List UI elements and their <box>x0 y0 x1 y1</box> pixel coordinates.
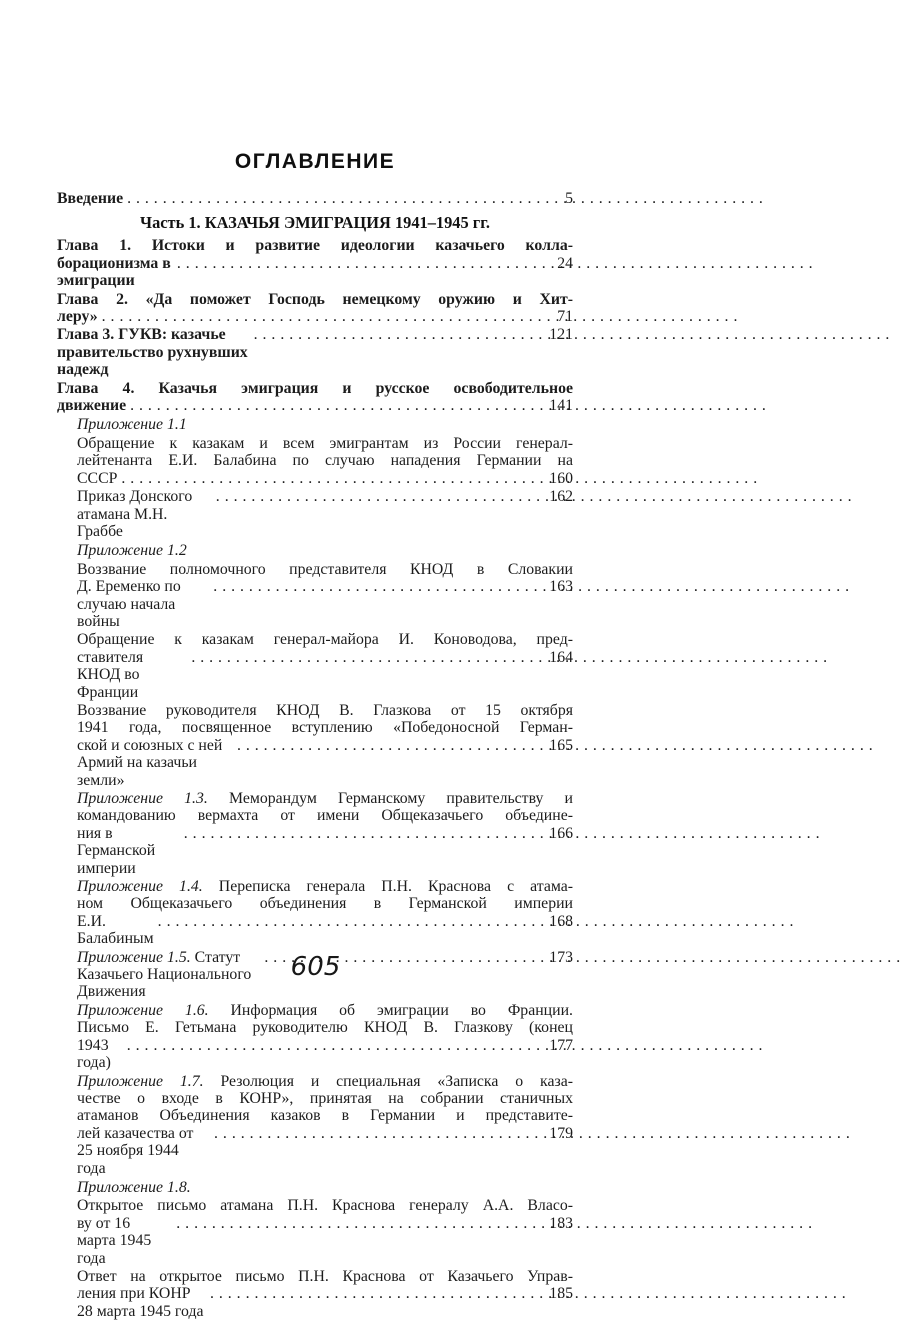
toc-entry <box>57 790 573 877</box>
toc-entry-line: Приложение 1.3. Меморандум Германскому правительству и <box>77 790 573 807</box>
toc-entry <box>57 1002 573 1072</box>
page-title: ОГЛАВЛЕНИЕ <box>234 150 396 173</box>
dot-leader <box>158 913 547 930</box>
toc-entry <box>57 190 573 207</box>
toc-page-number: 141 <box>549 397 573 415</box>
dot-leader <box>127 1037 547 1054</box>
toc-entry-last-line <box>77 470 573 487</box>
dot-leader <box>102 308 555 325</box>
toc-entry-last-line <box>77 1285 573 1320</box>
toc-entry-last-line <box>77 913 573 948</box>
toc-appendix-label: Приложение 1.3. <box>77 790 229 807</box>
toc-entry-line: Воззвание руководителя КНОД В. Глазкова от 15 октября <box>77 701 573 719</box>
toc-entry-last-line <box>77 649 573 701</box>
toc-page-number: 183 <box>549 1214 573 1232</box>
toc-appendix-label: Приложение 1.8. <box>77 1178 191 1196</box>
dot-leader <box>176 1215 546 1232</box>
dot-leader <box>237 737 546 754</box>
toc-list <box>57 190 573 1320</box>
toc-entry <box>57 702 573 789</box>
toc-entry-line: Письмо Е. Гетьмана руководителю КНОД В. Глазкову (конец <box>77 1019 573 1037</box>
toc-entry-last-line <box>77 737 573 789</box>
toc-page-number: 121 <box>549 326 573 344</box>
toc-appendix-label: Приложение 1.7. <box>77 1072 221 1090</box>
toc-entry-line: Глава 1. Истоки и развитие идеологии казачьего колла- <box>57 237 573 255</box>
toc-page-number: 168 <box>549 912 573 930</box>
dot-leader <box>210 1285 546 1302</box>
toc-appendix-label: Приложение 1.2 <box>77 542 187 560</box>
toc-entry <box>57 291 573 326</box>
toc-appendix-label: Приложение 1.5. <box>77 948 195 966</box>
toc-entry-last-line <box>57 308 573 325</box>
toc-page-number: 5 <box>565 190 573 207</box>
toc-entry-text: ской и союзных с ней Армий на казачьи земли» <box>77 736 223 789</box>
toc-entry-line: Воззвание полномочного представителя КНОД в Словакии <box>77 560 573 578</box>
toc-entry-line: Приложение 1.7. Резолюция и специальная «Записка о каза- <box>77 1072 573 1090</box>
toc-entry-text: Приказ Донского атамана М.Н. Граббе <box>77 488 193 540</box>
toc-entry <box>57 488 573 540</box>
toc-entry-text: Введение <box>57 190 124 207</box>
toc-page-number: 179 <box>549 1124 573 1142</box>
toc-entry-line: лейтенанта Е.И. Балабина по случаю нападения Германии на <box>77 452 573 470</box>
toc-entry-text: борационизма в эмиграции <box>57 254 171 290</box>
toc-entry-line: 1941 года, посвященное вступлению «Победоносной Герман- <box>77 719 573 737</box>
toc-entry-last-line <box>57 397 573 414</box>
toc-entry <box>57 380 573 415</box>
toc-entry <box>57 631 573 701</box>
toc-page-number: 163 <box>549 578 573 596</box>
toc-entry-line: атаманов Объединения казаков в Германии и представите- <box>77 1107 573 1125</box>
toc-entry <box>57 1197 573 1267</box>
toc-entry-line: Ответ на открытое письмо П.Н. Краснова от Казачьего Управ- <box>77 1267 573 1285</box>
toc-entry-text: леру» <box>57 308 98 326</box>
toc-entry-text: ву от 16 марта 1945 года <box>77 1214 152 1267</box>
toc-entry-line: Глава 4. Казачья эмиграция и русское освободительное <box>57 379 573 397</box>
dot-leader <box>130 397 546 414</box>
toc-entry-last-line <box>77 488 573 540</box>
toc-entry-text: лей казачества от 25 ноября 1944 года <box>77 1124 194 1177</box>
dot-leader <box>214 1125 546 1142</box>
toc-entry-line: Глава 2. «Да поможет Господь немецкому оружию и Хит- <box>57 290 573 308</box>
toc-entry-line: Приложение 1.6. Информация об эмиграции во Франции. <box>77 1001 573 1019</box>
toc-entry-last-line <box>77 1215 573 1267</box>
toc-appendix-label: Приложение 1.1 <box>77 416 187 434</box>
toc-page-number: 185 <box>549 1285 573 1303</box>
toc-appendix-label: Приложение 1.4. <box>77 878 219 896</box>
toc-entry-text: 1943 года) <box>77 1036 111 1072</box>
toc-entry-line: Открытое письмо атамана П.Н. Краснова генералу А.А. Власо- <box>77 1197 573 1215</box>
toc-entry <box>57 1073 573 1177</box>
toc-page-number: 166 <box>549 824 573 842</box>
toc-entry-line: командованию вермахта от имени Общеказачьего объедине- <box>77 807 573 825</box>
toc-entry-last-line <box>57 255 573 290</box>
dot-leader <box>191 649 546 666</box>
toc-page-number: 165 <box>549 736 573 754</box>
toc-entry-text: Глава 3. ГУКВ: казачье правительство рухнувших надежд <box>57 326 248 379</box>
toc-entry-text: СССР <box>77 469 118 487</box>
toc-entry <box>57 561 573 631</box>
toc-entry <box>57 435 573 487</box>
toc-entry-line: честве о входе в КОНР», принятая на собрании станичных <box>77 1089 573 1107</box>
toc-entry-last-line <box>57 326 573 378</box>
dot-leader <box>121 470 546 487</box>
dot-leader <box>184 825 547 842</box>
folio-page-number: 605 <box>290 952 341 982</box>
toc-appendix-label: Приложение 1.6. <box>77 1001 231 1019</box>
toc-page-number: 71 <box>557 308 573 326</box>
toc-page-number: 164 <box>549 648 573 666</box>
toc-page-number: 24 <box>557 254 573 272</box>
toc-page-number: 173 <box>549 948 573 966</box>
dot-leader <box>216 488 547 505</box>
toc-entry-last-line <box>57 190 573 207</box>
toc-entry-line: Приложение 1.4. Переписка генерала П.Н. Краснова с атама- <box>77 878 573 896</box>
toc-content <box>57 150 573 1321</box>
toc-page-number: 160 <box>549 469 573 487</box>
toc-part-heading: Часть 1. КАЗАЧЬЯ ЭМИГРАЦИЯ 1941–1945 гг. <box>140 213 490 233</box>
toc-entry <box>57 878 573 948</box>
toc-entry <box>57 1268 573 1320</box>
toc-entry-line: ном Общеказачьего объединения в Германской империи <box>77 895 573 913</box>
toc-entry-text: Д. Еременко по случаю начала войны <box>77 578 181 630</box>
toc-entry-text: ния в Германской империи <box>77 824 156 877</box>
dot-leader <box>127 190 562 207</box>
toc-entry-last-line <box>77 1125 573 1177</box>
dot-leader <box>254 326 547 343</box>
toc-entry-text: движение <box>57 397 127 415</box>
toc-entry <box>57 237 573 289</box>
dot-leader <box>177 255 554 272</box>
toc-entry-last-line <box>77 578 573 630</box>
toc-entry-text: Е.И. Балабиным <box>77 912 154 948</box>
toc-entry-line: Обращение к казакам генерал-майора И. Коноводова, пред- <box>77 631 573 649</box>
toc-page-number: 177 <box>549 1036 573 1054</box>
toc-entry <box>57 326 573 378</box>
toc-entry-text: ставителя КНОД во Франции <box>77 648 144 701</box>
toc-entry-text: Приложение 1.5. Статут Казачьего Национального Движения <box>77 948 252 1001</box>
dot-leader <box>213 578 546 595</box>
toc-entry-text: ления при КОНР 28 марта 1945 года <box>77 1285 204 1320</box>
toc-entry-last-line <box>77 1037 573 1072</box>
toc-page-number: 162 <box>549 488 573 506</box>
toc-entry-last-line <box>77 825 573 877</box>
toc-entry-line: Обращение к казакам и всем эмигрантам из России генерал- <box>77 434 573 452</box>
